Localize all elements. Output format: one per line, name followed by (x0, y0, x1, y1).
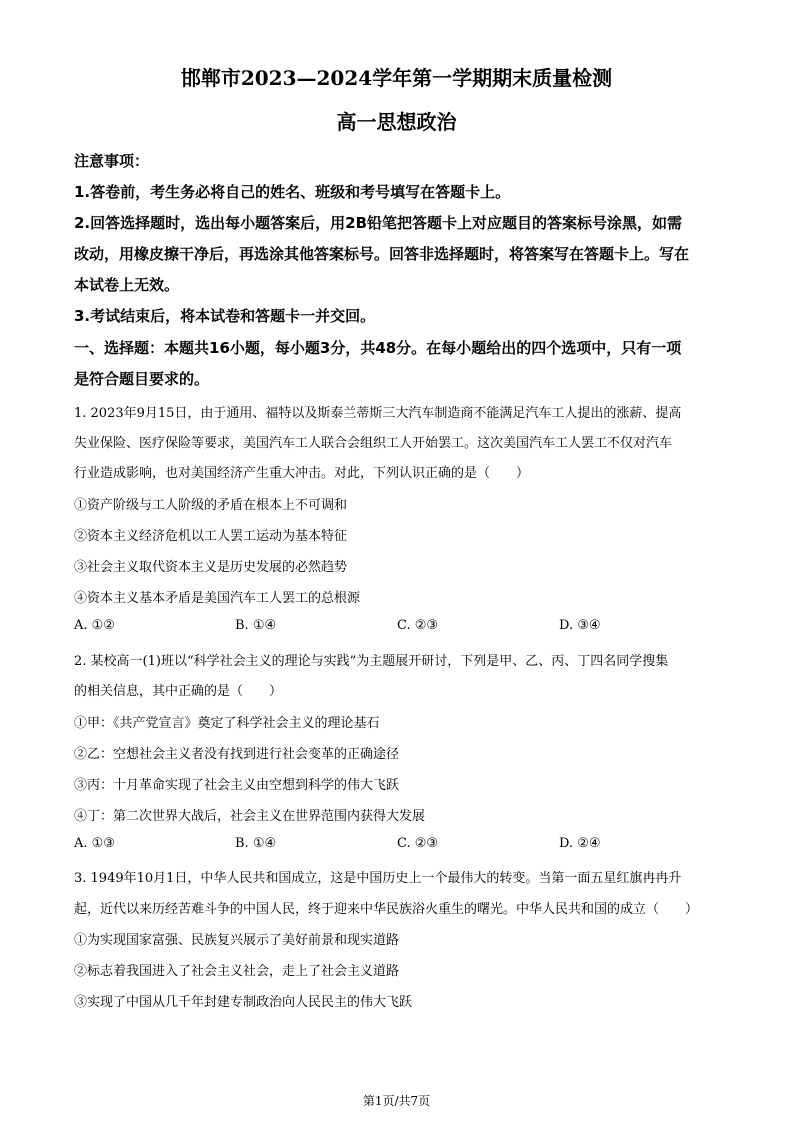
exam-title: 邯郸市2023—2024学年第一学期期末质量检测 (180, 66, 613, 90)
q2-option-d: D. ②④ (559, 836, 601, 851)
q2-option-c: C. ②③ (397, 836, 439, 851)
q2-item-2: ②乙：空想社会主义者没有找到进行社会变革的正确途径 (74, 747, 400, 762)
q1-item-1: ①资产阶级与工人阶级的矛盾在根本上不可调和 (74, 498, 348, 513)
notice-line-2: 2.回答选择题时，选出每小题答案后，用2B铅笔把答题卡上对应题目的答案标号涂黑，如需 (74, 214, 683, 232)
q1-option-c: C. ②③ (397, 618, 439, 633)
q3-item-2: ②标志着我国进入了社会主义社会，走上了社会主义道路 (74, 964, 400, 979)
q3-item-3: ③实现了中国从几千年封建专制政治向人民民主的伟大飞跃 (74, 995, 413, 1010)
notice-line-5: 3.考试结束后，将本试卷和答题卡一并交回。 (74, 307, 376, 325)
notice-line-1: 1.答卷前，考生务必将自己的姓名、班级和考号填写在答题卡上。 (74, 183, 511, 201)
q1-item-4: ④资本主义基本矛盾是美国汽车工人罢工的总根源 (74, 591, 361, 606)
q3-item-1: ①为实现国家富强、民族复兴展示了美好前景和现实道路 (74, 933, 400, 948)
q1-stem-line-1: 1. 2023年9月15日，由于通用、福特以及斯泰兰蒂斯三大汽车制造商不能满足汽车工人提出的涨薪、提高 (74, 406, 682, 421)
q1-stem-line-2: 失业保险、医疗保险等要求，美国汽车工人联合会组织工人开始罢工。这次美国汽车工人罢工不仅对汽车 (74, 436, 673, 451)
q2-option-b: B. ①④ (235, 836, 277, 851)
q1-option-b: B. ①④ (235, 618, 277, 633)
section-heading-line-2: 是符合题目要求的。 (74, 370, 210, 388)
q3-stem-line-1: 3. 1949年10月1日，中华人民共和国成立，这是中国历史上一个最伟大的转变。当第一面五星红旗冉冉升 (74, 871, 682, 886)
q1-option-a: A. ①② (74, 618, 115, 633)
q2-item-3: ③丙：十月革命实现了社会主义由空想到科学的伟大飞跃 (74, 778, 400, 793)
q1-item-2: ②资本主义经济危机以工人罢工运动为基本特征 (74, 529, 348, 544)
q2-stem-line-1: 2. 某校高一(1)班以“科学社会主义的理论与实践”为主题展开研讨，下列是甲、乙、丙、丁四名同学搜集 (74, 654, 669, 669)
q1-stem-line-3: 行业造成影响，也对美国经济产生重大冲击。对此，下列认识正确的是（ ） (74, 466, 530, 481)
q2-option-a: A. ①③ (74, 836, 115, 851)
notice-line-3: 改动，用橡皮擦干净后，再选涂其他答案标号。回答非选择题时，将答案写在答题卡上。写在 (74, 245, 690, 263)
q2-item-1: ①甲：《共产党宣言》奠定了科学社会主义的理论基石 (74, 716, 380, 731)
page-number: 第1页/共7页 (362, 1094, 431, 1108)
notice-line-4: 本试卷上无效。 (74, 276, 180, 294)
notice-heading: 注意事项： (74, 152, 150, 170)
q3-stem-line-2: 起，近代以来历经苦难斗争的中国人民，终于迎来中华民族浴火重生的曙光。中华人民共和国的成立（ ） (74, 902, 699, 917)
q2-item-4: ④丁：第二次世界大战后，社会主义在世界范围内获得大发展 (74, 809, 426, 824)
q1-item-3: ③社会主义取代资本主义是历史发展的必然趋势 (74, 560, 348, 575)
exam-subject: 高一思想政治 (336, 110, 457, 134)
q1-option-d: D. ③④ (559, 618, 601, 633)
section-heading-line-1: 一、选择题：本题共16小题，每小题3分，共48分。在每小题给出的四个选项中，只有一项 (74, 339, 682, 357)
q2-stem-line-2: 的相关信息，其中正确的是（ ） (74, 684, 283, 699)
